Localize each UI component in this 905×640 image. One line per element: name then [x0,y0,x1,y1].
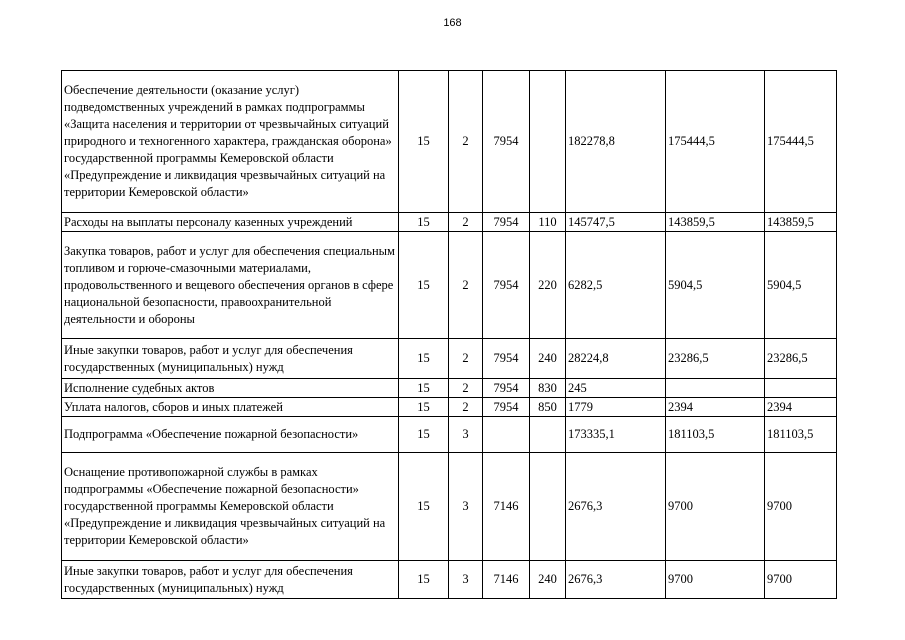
row-name-cell: Подпрограмма «Обеспечение пожарной безопасности» [62,417,399,453]
amount-cell-2: 143859,5 [666,213,765,232]
target-article-cell: 7146 [483,453,530,561]
amount-cell-1: 1779 [566,398,666,417]
row-name-cell: Исполнение судебных актов [62,379,399,398]
table-row [62,417,837,453]
amount-cell-3: 9700 [765,561,837,599]
amount-cell-2: 23286,5 [666,339,765,379]
expense-type-cell [530,71,566,213]
subsection-code-cell: 3 [449,561,483,599]
amount-cell-3: 9700 [765,453,837,561]
amount-cell-1: 245 [566,379,666,398]
target-article-cell [483,417,530,453]
expense-type-cell: 220 [530,232,566,339]
section-code-cell: 15 [399,398,449,417]
section-code-cell: 15 [399,232,449,339]
amount-cell-1: 2676,3 [566,453,666,561]
section-code-cell: 15 [399,379,449,398]
table-row [62,398,837,417]
row-name-cell: Иные закупки товаров, работ и услуг для обеспечения государственных (муниципальных) нужд [62,339,399,379]
amount-cell-3: 2394 [765,398,837,417]
page-number: 168 [443,17,462,29]
table-row [62,213,837,232]
section-code-cell: 15 [399,339,449,379]
section-code-cell: 15 [399,561,449,599]
amount-cell-1: 28224,8 [566,339,666,379]
table-row [62,339,837,379]
expense-type-cell: 240 [530,561,566,599]
expense-type-cell [530,417,566,453]
target-article-cell: 7954 [483,71,530,213]
amount-cell-2: 9700 [666,453,765,561]
expense-type-cell [530,453,566,561]
amount-cell-3: 5904,5 [765,232,837,339]
expense-type-cell: 830 [530,379,566,398]
subsection-code-cell: 2 [449,232,483,339]
target-article-cell: 7954 [483,398,530,417]
expense-type-cell: 240 [530,339,566,379]
subsection-code-cell: 2 [449,71,483,213]
table-row [62,561,837,599]
amount-cell-3: 181103,5 [765,417,837,453]
section-code-cell: 15 [399,453,449,561]
target-article-cell: 7146 [483,561,530,599]
amount-cell-1: 173335,1 [566,417,666,453]
budget-table [61,70,837,599]
row-name-cell: Уплата налогов, сборов и иных платежей [62,398,399,417]
row-name-cell: Закупка товаров, работ и услуг для обеспечения специальным топливом и горюче-смазочными материалами, продовольственного и вещевого обеспечения органов в сфере национальной безопасности, правоохранительной деятельности и обороны [62,232,399,339]
target-article-cell: 7954 [483,379,530,398]
row-name-cell: Иные закупки товаров, работ и услуг для обеспечения государственных (муниципальных) нужд [62,561,399,599]
amount-cell-1: 145747,5 [566,213,666,232]
amount-cell-3: 143859,5 [765,213,837,232]
target-article-cell: 7954 [483,232,530,339]
target-article-cell: 7954 [483,213,530,232]
amount-cell-3: 23286,5 [765,339,837,379]
amount-cell-2 [666,379,765,398]
expense-type-cell: 850 [530,398,566,417]
table-row [62,453,837,561]
subsection-code-cell: 2 [449,398,483,417]
section-code-cell: 15 [399,213,449,232]
table-row [62,71,837,213]
row-name-cell: Оснащение противопожарной службы в рамках подпрограммы «Обеспечение пожарной безопасности» государственной программы Кемеровской области «Предупреждение и ликвидация чрезвычайных ситуаций на территории Кемеровской области» [62,453,399,561]
subsection-code-cell: 2 [449,379,483,398]
section-code-cell: 15 [399,417,449,453]
amount-cell-2: 5904,5 [666,232,765,339]
row-name-cell: Расходы на выплаты персоналу казенных учреждений [62,213,399,232]
amount-cell-2: 175444,5 [666,71,765,213]
target-article-cell: 7954 [483,339,530,379]
amount-cell-1: 6282,5 [566,232,666,339]
expense-type-cell: 110 [530,213,566,232]
amount-cell-2: 181103,5 [666,417,765,453]
table-row [62,232,837,339]
amount-cell-3: 175444,5 [765,71,837,213]
subsection-code-cell: 3 [449,453,483,561]
subsection-code-cell: 2 [449,339,483,379]
amount-cell-2: 9700 [666,561,765,599]
table-row [62,379,837,398]
amount-cell-2: 2394 [666,398,765,417]
subsection-code-cell: 3 [449,417,483,453]
amount-cell-1: 182278,8 [566,71,666,213]
section-code-cell: 15 [399,71,449,213]
amount-cell-1: 2676,3 [566,561,666,599]
row-name-cell: Обеспечение деятельности (оказание услуг) подведомственных учреждений в рамках подпрограммы «Защита населения и территории от чрезвычайных ситуаций природного и техногенного характера, гражданская оборона» государственной программы Кемеровской области «Предупреждение и ликвидация чрезвычайных ситуаций на территории Кемеровской области» [62,71,399,213]
subsection-code-cell: 2 [449,213,483,232]
amount-cell-3 [765,379,837,398]
